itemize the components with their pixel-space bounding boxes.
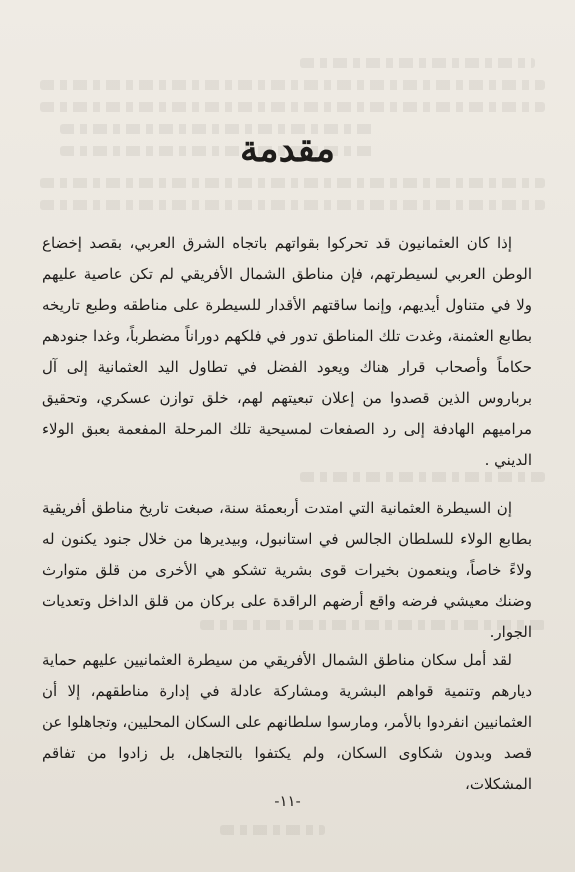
bleed-through-line: [40, 178, 545, 188]
paragraph-1: إذا كان العثمانيون قد تحركوا بقواتهم باتجاه الشرق العربي، بقصد إخضاع الوطن العربي لسيطرتهم، فإن مناطق الشمال الأفريقي لم تكن عاصية عليهم ولا في متناول أيديهم، وإنما ساقتهم الأقدار للسيطرة على مناطقه وطبع تاريخه بطابع العثمنة، وغدت تلك المناطق تدور في فلكهم دوراناً مضطرباً، وغدا جنودهم حكاماً وأصحاب قرار هناك ويعود الفضل في تطاول اليد العثمانية إلى آل برباروس الذين قصدوا من إعلان تبعيتهم لهم، خلق توازن عسكري، وتحقيق مراميهم الهادفة إلى رد الصفعات لمسيحية تلك المرحلة المفعمة بعبق الولاء الديني .: [42, 234, 532, 469]
bleed-through-line: [40, 102, 545, 112]
bleed-through-line: [300, 58, 535, 68]
bleed-through-line: [40, 80, 545, 90]
paragraph-3: لقد أمل سكان مناطق الشمال الأفريقي من سيطرة العثمانيين عليهم حماية ديارهم وتنمية قواهم البشرية ومشاركة عادلة في إدارة مناطقهم، إلا أن العثمانيين انفردوا بالأمر، ومارسوا سلطانهم على السكان المحليين، وتجاهلوا عن قصد وبدون شكاوى السكان، ولم يكتفوا بالتجاهل، بل زادوا من تفاقم المشكلات،: [42, 651, 532, 793]
bleed-through-line: [220, 825, 325, 835]
chapter-heading: مقدمة: [240, 128, 335, 170]
paragraph-2: إن السيطرة العثمانية التي امتدت أربعمئة سنة، صبغت تاريخ مناطق أفريقية بطابع الولاء للسلطان الجالس في استانبول، وبيديرها من خلال جنود يكنون له ولاءً خاصاً، وينعمون بخيرات قوى بشرية تشكو هي الأخرى من قلق متوارث وضنك معيشي فرضه واقع أرضهم الراقدة على بركان من قلق الداخل وتعديات الجوار.: [42, 499, 532, 641]
page-number: -١١-: [274, 792, 301, 810]
bleed-through-line: [40, 200, 545, 210]
